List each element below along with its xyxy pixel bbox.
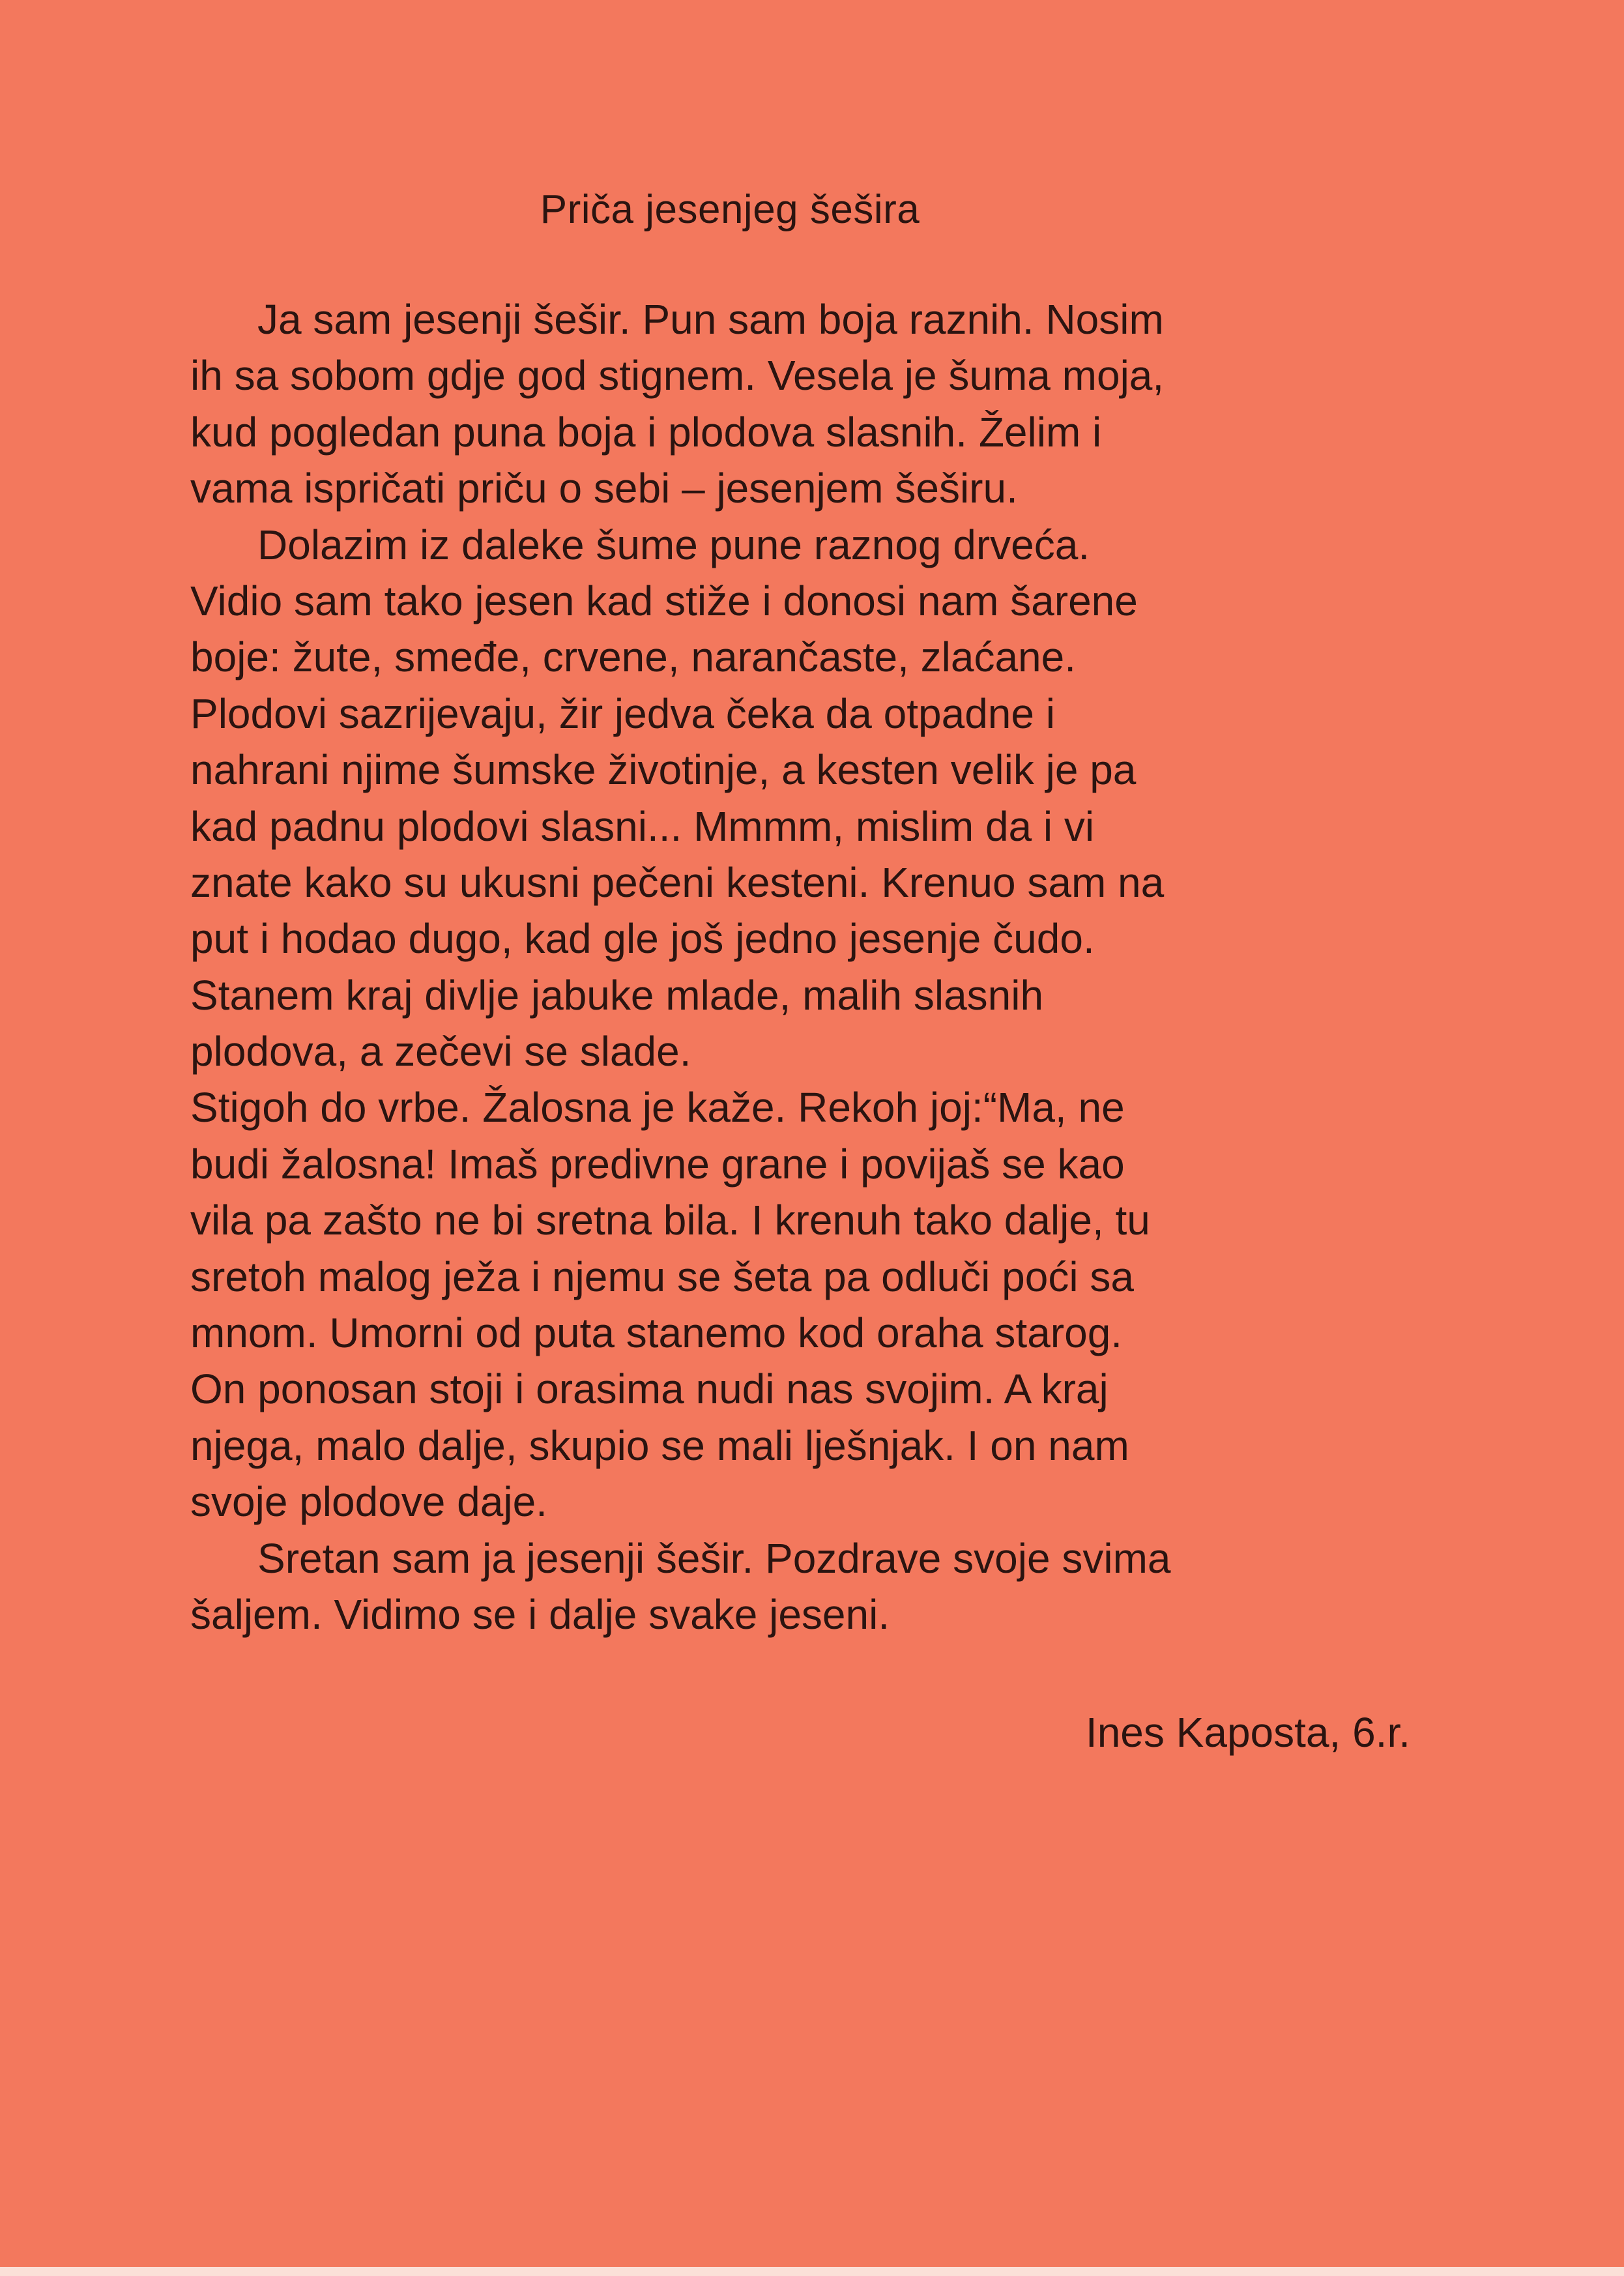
author-signature: Ines Kaposta, 6.r. [1085,1709,1410,1756]
story-body [190,291,1448,1642]
story-line: kad padnu plodovi slasni... Mmmm, mislim da i vi [190,802,1095,850]
story-line: budi žalosna! Imaš predivne grane i povijaš se kao [190,1140,1125,1188]
story-line: Ja sam jesenji šešir. Pun sam boja raznih. Nosim [257,296,1164,343]
story-line: Dolazim iz daleke šume pune raznog drveća. [257,521,1090,568]
story-line: ih sa sobom gdje god stignem. Vesela je šuma moja, [190,352,1165,400]
story-line: boje: žute, smeđe, crvene, narančaste, zlaćane. [190,634,1076,681]
story-line: svoje plodove daje. [190,1478,547,1526]
story-line: Stanem kraj divlje jabuke mlade, malih slasnih [190,971,1044,1019]
story-line: vama ispričati priču o sebi – jesenjem šeširu. [190,465,1018,512]
story-line: znate kako su ukusni pečeni kesteni. Krenuo sam na [190,858,1165,906]
story-line: Sretan sam ja jesenji šešir. Pozdrave svoje svima [257,1534,1171,1582]
scan-edge [0,2267,1624,2276]
story-line: Stigoh do vrbe. Žalosna je kaže. Rekoh joj:“Ma, ne [190,1084,1125,1131]
story-line: kud pogledan puna boja i plodova slasnih. Želim i [190,408,1102,456]
story-line: sretoh malog ježa i njemu se šeta pa odluči poći sa [190,1253,1134,1300]
document-title: Priča jesenjeg šešira [540,187,920,232]
story-line: mnom. Umorni od puta stanemo kod oraha starog. [190,1309,1123,1357]
story-line: On ponosan stoji i orasima nudi nas svojim. A kraj [190,1365,1109,1413]
story-line: put i hodao dugo, kad gle još jedno jesenje čudo. [190,915,1095,963]
story-line: šaljem. Vidimo se i dalje svake jeseni. [190,1590,890,1638]
story-line: njega, malo dalje, skupio se mali lješnjak. I on nam [190,1422,1129,1469]
story-line: plodova, a zečevi se slade. [190,1028,691,1075]
story-line: nahrani njime šumske životinje, a kesten velik je pa [190,746,1137,794]
story-line: vila pa zašto ne bi sretna bila. I krenuh tako dalje, tu [190,1197,1150,1244]
story-line: Plodovi sazrijevaju, žir jedva čeka da otpadne i [190,690,1055,737]
story-line: Vidio sam tako jesen kad stiže i donosi nam šarene [190,577,1138,624]
